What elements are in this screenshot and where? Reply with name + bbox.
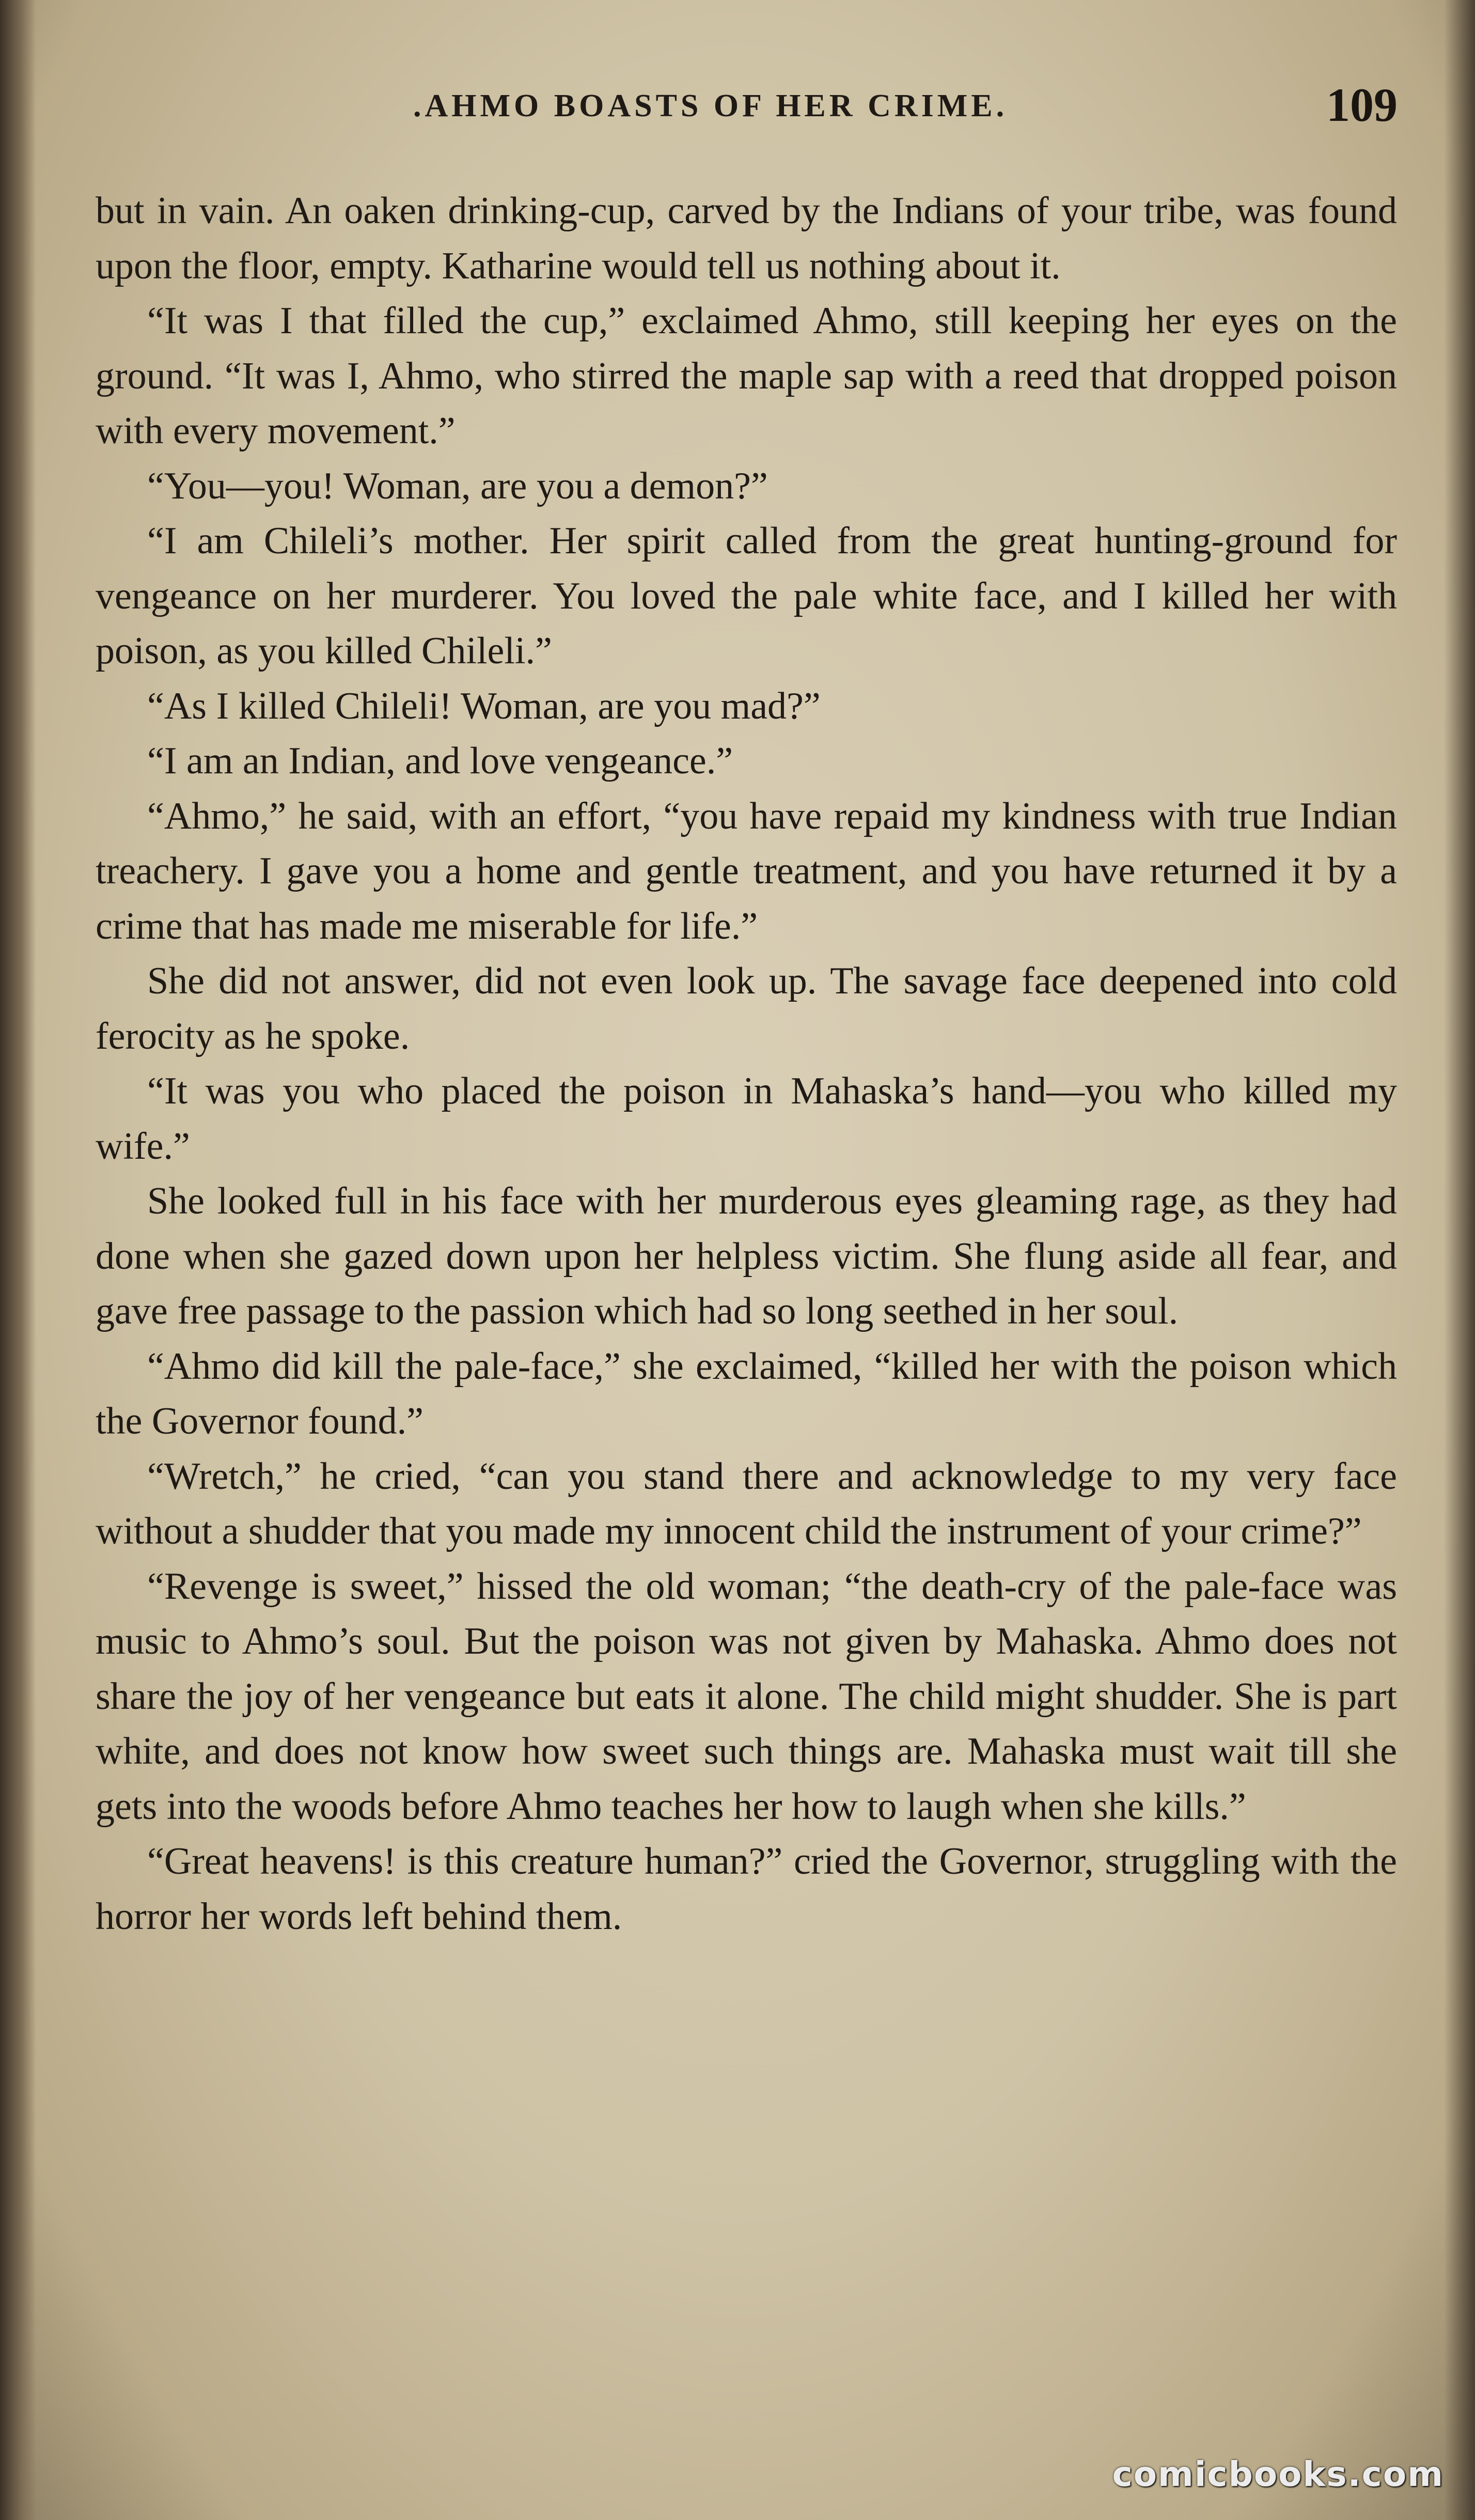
paragraph: but in vain. An oaken drinking-cup, carved by the Indians of your tribe, was found upon the floor, empty. Katharine would tell us nothing about it. — [96, 190, 1397, 287]
paragraph: “Ahmo did kill the pale-face,” she exclaimed, “killed her with the poison which the Governor found.” — [96, 1345, 1397, 1442]
page-edge-shadow-right — [1444, 0, 1475, 2520]
paragraph: “You—you! Woman, are you a demon?” — [147, 464, 768, 507]
paragraph: “Wretch,” he cried, “can you stand there and acknowledge to my very face without a shudder that you made my innocent child the instrument of your crime?” — [96, 1455, 1397, 1552]
paragraph: “I am an Indian, and love vengeance.” — [147, 740, 733, 782]
page-edge-shadow-left — [0, 0, 36, 2520]
page-number: 109 — [1326, 79, 1398, 131]
running-header — [0, 77, 1475, 134]
paragraph: She did not answer, did not even look up. The savage face deepened into cold ferocity as he spoke. — [96, 960, 1397, 1057]
paragraph: “It was you who placed the poison in Mahaska’s hand—you who killed my wife.” — [96, 1070, 1397, 1168]
body-text — [96, 183, 1397, 1944]
paragraph: “Ahmo,” he said, with an effort, “you have repaid my kindness with true Indian treachery. I gave you a home and gentle treatment, and you have returned it by a crime that has made me miserable for life.” — [96, 795, 1397, 947]
paragraph: “It was I that filled the cup,” exclaimed Ahmo, still keeping her eyes on the ground. “It was I, Ahmo, who stirred the maple sap with a reed that dropped poison with every movement.” — [96, 300, 1397, 452]
paragraph: “I am Chileli’s mother. Her spirit called from the great hunting-ground for vengeance on her murderer. You loved the pale white face, and I killed her with poison, as you killed Chileli.” — [96, 520, 1397, 672]
paragraph: “Revenge is sweet,” hissed the old woman; “the death-cry of the pale-face was music to Ahmo’s soul. But the poison was not given by Mahaska. Ahmo does not share the joy of her vengeance but eats it alone. The child might shudder. She is part white, and does not know how sweet such things are. Mahaska must wait till she gets into the woods before Ahmo teaches her how to laugh when she kills.” — [96, 1565, 1397, 1828]
site-watermark: comicbooks.com — [1112, 2454, 1444, 2494]
running-title: .AHMO BOASTS OF HER CRIME. — [413, 88, 1008, 123]
paragraph: “As I killed Chileli! Woman, are you mad?” — [147, 685, 821, 727]
paragraph: “Great heavens! is this creature human?” cried the Governor, struggling with the horror her words left behind them. — [96, 1840, 1397, 1938]
paragraph: She looked full in his face with her murderous eyes gleaming rage, as they had done when she gazed down upon her helpless victim. She flung aside all fear, and gave free passage to the passion which had so long seethed in her soul. — [96, 1180, 1397, 1332]
